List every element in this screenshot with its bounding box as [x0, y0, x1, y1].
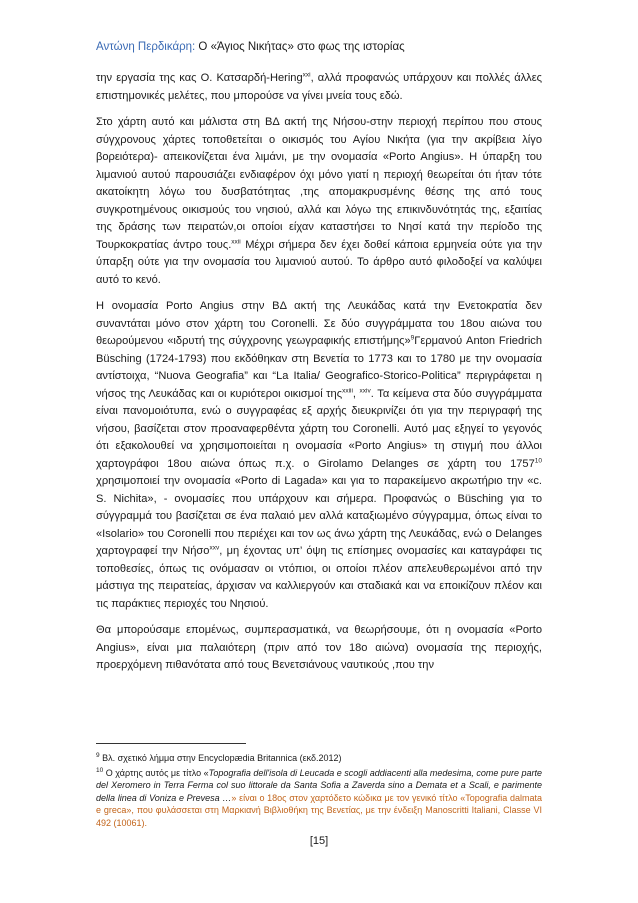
paragraph-2 — [96, 114, 542, 289]
endnote-ref-xxii: xxii — [231, 237, 241, 245]
paragraph-3 — [96, 298, 542, 613]
p3-text-d: . Τα κείμενα στα δύο συγγράμματα είναι πανομοιότυπα, ενώ ο συγγραφέας εξ αρχής διευκρινίζει ότι για την περιγραφή της νήσου, βασίζεται στον προαναφερθέντα χάρτη του Coronelli. Αυτό μας εξηγεί το γεγονός ότι εξακολουθεί να χρησιμοποιείται η ονομασία «Porto Angius» τη στιγμή που άλλοι χαρτογράφοι 18ου αιώνα όπως π.χ. ο Girolamo Delanges σε χάρτη του 1757 — [96, 387, 542, 470]
footnote-10-map-title: Topografia dell'isola di Leucada e scogli addiacenti alla medesima, come pure parte del Xeromero in Terra Ferma col suo littorale da Santa Sofia a Zaverda sino a Demata et a Scali, e parimente della linea di Voniza e Prevesa … — [96, 767, 542, 803]
p1-text-b: , αλλά προφανώς υπάρχουν και πολλές άλλες επιστημονικές μελέτες, που μπορούσε να γίνει μνεία τους εδώ. — [96, 72, 542, 102]
p3-text-b: Γερμανού Anton Friedrich Büsching (1724-1793) που εκδόθηκαν στη Βενετία το 1773 και το 1780 με την ονομασία αντίστοιχα, “Nuova Geografia” και “La Italia/ Geografico-Storico-Politica” περιγράφεται η νήσος της Λευκάδας και οι κυριότεροι οικισμοί της — [96, 335, 542, 400]
page-number: [15] — [309, 835, 329, 847]
header-title: Ο «Άγιος Νικήτας» στο φως της ιστορίας — [195, 41, 405, 53]
p3-text-a: Η ονομασία Porto Angius στην ΒΔ ακτή της Λευκάδας κατά την Ενετοκρατία δεν συναντάται μόνο στον χάρτη του Coronelli. Σε δύο συγγράμματα του 18ου αιώνα του θεωρούμενου «ιδρυτή της σύγχρονης γεωγραφικής επιστήμης» — [96, 300, 542, 347]
p1-text-a: την εργασία της κας Ο. Κατσαρδή-Hering — [96, 72, 303, 84]
endnote-ref-xxiii: xxiii — [342, 386, 353, 394]
footnote-9-text: Βλ. σχετικό λήμμα στην Encyclopædia Britannica (εκδ.2012) — [99, 753, 342, 763]
header-author: Αντώνη Περδικάρη: — [96, 41, 196, 53]
endnote-ref-xxv: xxv — [209, 544, 220, 552]
endnote-ref-xxiv: xxiv — [359, 386, 371, 394]
footnote-10 — [96, 767, 542, 830]
running-header — [96, 40, 556, 55]
footnote-9 — [96, 752, 542, 765]
footnote-separator — [96, 743, 246, 744]
p2-text-b: Μέχρι σήμερα δεν έχει δοθεί κάποια ερμηνεία ούτε για την ύπαρξη ούτε για την ονομασία του λιμανιού αυτού. Το άρθρο αυτό φιλοδοξεί να καλύψει αυτό το κενό. — [96, 238, 542, 286]
p3-text-e: χρησιμοποιεί την ονομασία «Porto di Lagada» και για το παρακείμενο ακρωτήριο την «c. S. Nichita», - ονομασίες που υπάρχουν και σήμερα. Προφανώς ο Büsching για το σύγγραμμά του βασίζεται σε ένα παλαιό μεν αλλά καταξιωμένο σύγγραμμα, όπως είναι το «Isolario» του Coronelli που περιέχει και τον ως άνω χάρτη της Λευκάδας, ενώ ο Delanges χαρτογραφεί την Νήσο — [96, 475, 542, 557]
p3-text-c: , — [352, 387, 360, 400]
footnote-10-text-a: Ο χάρτης αυτός με τίτλο « — [103, 767, 209, 778]
footnote-10-mark: 10 — [96, 766, 104, 774]
paragraph-1 — [96, 70, 542, 105]
body-text — [96, 70, 542, 684]
footnote-ref-9: 9 — [410, 334, 415, 342]
footnote-10-text-b: » είναι ο 18ος στον χαρτόδετο κώδικα με τον γενικό τίτλο «Topografia dalmata e greca», που φυλάσσεται στη Μαρκιανή Βιβλιοθήκη της Βενετίας, με την ένδειξη Manoscritti Italiani, Classe VI 492 (10061). — [96, 792, 542, 828]
p2-text-a: Στο χάρτη αυτό και μάλιστα στη ΒΔ ακτή της Νήσου-στην περιοχή περίπου που στους σύγχρονους χάρτες τοποθετείται ο οικισμός του Αγίου Νικήτα (για την ακρίβεια λίγο βορειότερα)- απεικονίζεται ένα λιμάνι, με την ονομασία «Porto Angius». Η ύπαρξη του λιμανιού αυτού παρουσιάζει ενδιαφέρον όχι μόνο γιατί η περιοχή θεωρείται ότι ήταν τότε ακατοίκητη λόγω του δυσβατότητας ,της απομακρυσμένης θέσης της από τους συγκροτημένους οικισμούς του νησιού, αλλά και λόγω της επικινδυνότητάς της, εξαιτίας της δράσης των πειρατών,οι οποίοι είχαν καταστήσει το Νησί κατά την περίοδο της Τουρκοκρατίας άντρο τους. — [96, 116, 542, 251]
footnote-ref-10: 10 — [534, 456, 542, 464]
footnotes — [96, 752, 542, 831]
paragraph-4: Θα μπορούσαμε επομένως, συμπερασματικά, να θεωρήσουμε, ότι η ονομασία «Porto Angius», είναι μια παλαιότερη (πριν από τον 18ο αιώνα) ονομασία της περιοχής, προερχόμενη πιθανότατα από τους Βενετσιάνους ναυτικούς ,που την — [96, 624, 542, 671]
endnote-ref-xxi: xxi — [302, 71, 311, 79]
footnote-9-mark: 9 — [96, 752, 100, 759]
p3-text-f: , μη έχοντας υπ’ όψη τις επίσημες ονομασίες και καταγράφει τις τοποθεσίες, όπως τις ονόμασαν οι ντόπιοι, οι οποίοι πλέον απελευθερωμένοι από την μάστιγα της πειρατείας, άρχισαν να καλλιεργούν και σταδιακά και να εποικίζουν πλέον και τις παράκτιες περιοχές του Νησιού. — [96, 545, 542, 610]
